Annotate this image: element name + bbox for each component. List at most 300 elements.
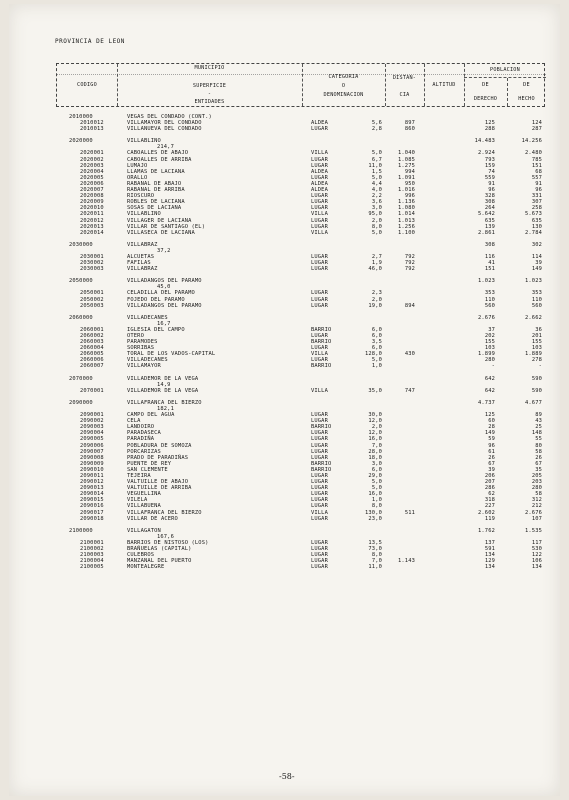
population-de-derecho: 308 [484,241,495,248]
entity-code: 2060006 [80,357,104,364]
col-derecho: DERECHO [473,96,498,102]
entity-category: VILLA [311,211,328,218]
entity-distance: 5,0 [371,229,382,236]
population-de-hecho: 4.677 [525,399,542,406]
entity-name: CELADILLA DEL PARAMO [127,290,195,297]
entity-distance: 5,0 [371,479,382,486]
entity-de-derecho: 635 [484,217,495,224]
entity-category: LUGAR [311,302,328,309]
entity-row [57,266,545,272]
entity-de-hecho: 278 [531,357,542,364]
entity-de-hecho: 36 [535,326,542,333]
entity-name: SOSAS DE LACIANA [127,205,182,212]
municipality-name: VILLAGATON [127,527,161,534]
entity-de-hecho: 25 [535,424,542,431]
entity-de-derecho: 59 [488,436,495,443]
entity-altitude: 950 [404,180,415,187]
entity-de-hecho: 353 [531,290,542,297]
entity-code: 2020008 [80,193,104,200]
entity-de-hecho: 58 [535,448,542,455]
entity-de-hecho: 58 [535,491,542,498]
entity-category: LUGAR [311,485,328,492]
entity-category: LUGAR [311,223,328,230]
entity-code: 2060002 [80,333,104,339]
municipality-name: VILLADECANES [127,314,168,321]
col-entidades: ENTIDADES [194,99,225,105]
entity-de-hecho: 80 [535,442,542,449]
entity-de-derecho: 288 [484,126,495,133]
entity-de-derecho: 61 [488,448,495,455]
municipality-code: 2100000 [69,527,93,534]
entity-code: 2020001 [80,150,104,157]
entity-distance: 8,0 [371,503,382,510]
entity-altitude: 1.091 [398,174,415,181]
entity-category: BARRIO [311,466,332,473]
entity-category: LUGAR [311,260,328,267]
entity-name: VILELA [127,497,148,504]
entity-de-hecho: 122 [531,552,542,559]
entity-de-hecho: 1.889 [525,351,542,358]
entity-distance: 16,0 [368,491,382,498]
entity-distance: 3,5 [371,339,382,346]
entity-category: VILLA [311,387,328,394]
entity-distance: 73,0 [368,546,382,552]
entity-code: 2050002 [80,296,104,303]
entity-de-derecho: 74 [488,168,495,175]
page-number: -58- [279,772,295,781]
col-poblacion: POBLACION [490,67,520,73]
entity-de-hecho: 134 [531,564,542,571]
entity-code: 2100003 [80,552,104,559]
entity-category: BARRIO [311,326,332,333]
col-denominacion: DENOMINACION [323,92,364,98]
entity-code: 2090009 [80,460,104,467]
entity-name: LLAMAS DE LACIANA [127,168,185,175]
entity-name: PUENTE DE REY [127,460,172,467]
entity-name: ROBLES DE LACIANA [127,199,185,206]
entity-name: RABANAL DE ARRIBA [127,187,185,194]
entity-de-derecho: 26 [488,454,495,461]
entity-name: VALTUILLE DE ABAJO [127,479,189,486]
entity-de-hecho: 557 [531,174,542,181]
entity-name: BARRIOS DE NISTOSO (LOS) [127,539,209,546]
entity-code: 2020014 [80,229,104,236]
entity-name: FOJEDO DEL PARAMO [127,296,185,303]
entity-category: LUGAR [311,333,328,339]
entity-de-derecho: 264 [484,205,495,212]
entity-distance: 18,0 [368,454,382,461]
entity-de-derecho: 308 [484,199,495,206]
entity-altitude: 1.080 [398,205,415,212]
entity-distance: 1,0 [371,497,382,504]
entity-category: LUGAR [311,412,328,419]
entity-category: LUGAR [311,217,328,224]
entity-name: PARADASECA [127,430,161,437]
population-de-derecho: 642 [484,375,495,382]
entity-category: ALDEA [311,120,328,127]
entity-name: POBLADURA DE SOMOZA [127,442,192,449]
population-de-derecho: 1.762 [478,527,495,534]
municipality-code: 2060000 [69,314,93,321]
entity-de-derecho: 286 [484,485,495,492]
entity-de-hecho: 43 [535,418,542,425]
entity-name: FAFILAS [127,260,151,267]
entity-de-hecho: 205 [531,472,542,479]
entity-de-derecho: 41 [488,260,495,267]
entity-distance: 6,0 [371,333,382,339]
entity-category: LUGAR [311,564,328,571]
entity-de-derecho: 37 [488,326,495,333]
entity-code: 2020012 [80,217,104,224]
entity-altitude: 1.040 [398,150,415,157]
entity-de-hecho: 55 [535,436,542,443]
entity-code: 2020007 [80,187,104,194]
entity-distance: 6,0 [371,345,382,352]
entity-de-derecho: 60 [488,418,495,425]
entity-code: 2090003 [80,424,104,431]
entity-name: PARADIÑA [127,436,155,443]
entity-name: VILLASECA DE LACIANA [127,229,195,236]
entity-distance: 4,4 [371,180,382,187]
col-hecho: HECHO [518,96,535,102]
entity-de-derecho: 642 [484,387,495,394]
entity-name: VILLAFRANCA DEL BIERZO [127,509,202,516]
entity-de-derecho: 206 [484,472,495,479]
entity-de-derecho: 134 [484,564,495,571]
entity-distance: 13,5 [368,539,382,546]
entity-de-hecho: 2.676 [525,509,542,516]
entity-name: VILLADEMOR DE LA VEGA [127,387,199,394]
entity-code: 2090017 [80,509,104,516]
entity-de-hecho: 110 [531,296,542,303]
municipality-area: 182,1 [157,405,174,412]
entity-category: LUGAR [311,199,328,206]
province-title: PROVINCIA DE LEON [55,38,125,45]
entity-distance: 12,0 [368,418,382,425]
entity-de-hecho: 280 [531,485,542,492]
entity-code: 2090008 [80,454,104,461]
entity-altitude: 1.016 [398,187,415,194]
municipality-name: VILLADEMOR DE LA VEGA [127,375,199,382]
entity-name: VILLAR DE ACERO [127,515,178,522]
entity-de-hecho: 635 [531,217,542,224]
population-de-derecho: 4.737 [478,399,495,406]
entity-de-hecho: 149 [531,266,542,273]
entity-category: LUGAR [311,515,328,522]
entity-category: VILLA [311,150,328,157]
entity-code: 2090001 [80,412,104,419]
entity-altitude: 747 [404,387,415,394]
entity-name: SORRIBAS [127,345,155,352]
col-codigo: CODIGO [77,82,97,88]
entity-code: 2010012 [80,120,104,127]
entity-de-hecho: 590 [531,387,542,394]
entity-code: 2060001 [80,326,104,333]
entity-de-hecho: 67 [535,460,542,467]
entity-distance: 5,0 [371,357,382,364]
entity-distance: 1,9 [371,260,382,267]
entity-de-derecho: 151 [484,266,495,273]
entity-name: CABOALLES DE ABAJO [127,150,189,157]
entity-code: 2100005 [80,564,104,571]
entity-de-hecho: 107 [531,515,542,522]
population-de-hecho: 590 [531,375,542,382]
entity-code: 2020005 [80,174,104,181]
municipality-name: VILLADANGOS DEL PARAMO [127,278,202,285]
entity-de-derecho: 353 [484,290,495,297]
entity-row [57,516,545,522]
entity-row [57,230,545,236]
entity-de-hecho: 155 [531,339,542,346]
municipality-area: 167,6 [157,533,174,540]
entity-name: LANDOIRO [127,424,155,431]
municipality-name: VILLABLINO [127,138,161,145]
entity-distance: 35,0 [368,387,382,394]
table-header [56,63,545,107]
entity-de-derecho: 134 [484,552,495,559]
entity-distance: 12,0 [368,430,382,437]
entity-de-hecho: 287 [531,126,542,133]
entity-de-hecho: 785 [531,156,542,163]
entity-category: BARRIO [311,424,332,431]
entity-category: LUGAR [311,430,328,437]
entity-de-hecho: 2.480 [525,150,542,157]
entity-code: 2020011 [80,211,104,218]
population-de-derecho: 14.483 [474,138,495,145]
entity-distance: 29,0 [368,472,382,479]
entity-de-hecho: 114 [531,253,542,260]
entity-name: RABANAL DE ABAJO [127,180,182,187]
entity-de-derecho: - [491,363,495,370]
entity-category: LUGAR [311,546,328,552]
population-de-hecho: 302 [531,241,542,248]
entity-category: LUGAR [311,126,328,133]
entity-row [57,303,545,309]
entity-de-derecho: 793 [484,156,495,163]
municipality-code: 2090000 [69,399,93,406]
entity-name: PRADO DE PARADIÑAS [127,454,189,461]
entity-de-derecho: 137 [484,539,495,546]
entity-category: LUGAR [311,205,328,212]
entity-de-derecho: 318 [484,497,495,504]
entity-distance: 30,0 [368,412,382,419]
col-cia: CIA [399,92,410,98]
entity-altitude: 792 [404,266,415,273]
entity-code: 2090004 [80,430,104,437]
entity-de-derecho: 559 [484,174,495,181]
entity-distance: 11,0 [368,564,382,571]
entity-category: LUGAR [311,266,328,273]
entity-de-derecho: 5.642 [478,211,495,218]
entity-altitude: 1.143 [398,558,415,565]
entity-de-hecho: 2.784 [525,229,542,236]
entity-distance: 23,0 [368,515,382,522]
document-page [9,4,560,796]
entity-altitude: 1.256 [398,223,415,230]
municipality-area: 14,9 [157,381,171,388]
entity-de-hecho: 96 [535,187,542,194]
entity-distance: 5,0 [371,174,382,181]
entity-de-derecho: 116 [484,253,495,260]
entity-de-hecho: 258 [531,205,542,212]
entity-distance: 5,0 [371,485,382,492]
entity-altitude: 1.014 [398,211,415,218]
entity-code: 2090007 [80,448,104,455]
entity-distance: 8,0 [371,223,382,230]
entity-de-derecho: 149 [484,430,495,437]
entity-altitude: 996 [404,193,415,200]
municipality-area: 214,7 [157,144,174,151]
municipality-area: 16,7 [157,320,171,327]
entity-distance: 3,6 [371,199,382,206]
entity-category: VILLA [311,509,328,516]
entity-de-derecho: 110 [484,296,495,303]
entity-category: LUGAR [311,479,328,486]
entity-de-derecho: 280 [484,357,495,364]
entity-distance: 130,0 [365,509,382,516]
entity-de-derecho: 103 [484,345,495,352]
entity-category: LUGAR [311,345,328,352]
entity-category: LUGAR [311,539,328,546]
entity-name: ORALLO [127,174,148,181]
entity-de-derecho: 28 [488,424,495,431]
entity-code: 2020003 [80,162,104,169]
entity-de-derecho: 202 [484,333,495,339]
entity-code: 2060004 [80,345,104,352]
col-distan: DISTAN- [392,75,417,81]
entity-category: LUGAR [311,472,328,479]
entity-code: 2090013 [80,485,104,492]
entity-code: 2090016 [80,503,104,510]
entity-category: BARRIO [311,339,332,346]
entity-code: 2020013 [80,223,104,230]
entity-distance: 16,0 [368,436,382,443]
entity-name: TORAL DE LOS VADOS-CAPITAL [127,351,216,358]
entity-code: 2030002 [80,260,104,267]
entity-de-derecho: 129 [484,558,495,565]
entity-code: 2090014 [80,491,104,498]
entity-distance: 95,0 [368,211,382,218]
entity-name: VEGUELLINA [127,491,161,498]
municipality-area: 37,2 [157,247,171,254]
entity-name: VILLADECANES [127,357,168,364]
entity-name: SAN CLEMENTE [127,466,168,473]
entity-de-derecho: 591 [484,546,495,552]
entity-category: ALDEA [311,187,328,194]
entity-code: 2090002 [80,418,104,425]
entity-de-hecho: 91 [535,180,542,187]
entity-code: 2050001 [80,290,104,297]
entity-distance: 19,0 [368,302,382,309]
municipality-code: 2030000 [69,241,93,248]
entity-name: OTERO [127,333,144,339]
entity-de-derecho: 119 [484,515,495,522]
entity-distance: 6,0 [371,466,382,473]
population-de-hecho: 2.662 [525,314,542,321]
entity-altitude: 792 [404,253,415,260]
entity-code: 2060003 [80,339,104,346]
municipality-code: 2020000 [69,138,93,145]
entity-de-hecho: 331 [531,193,542,200]
entity-name: CABOALLES DE ARRIBA [127,156,192,163]
entity-category: ALDEA [311,168,328,175]
population-de-derecho: 1.023 [478,278,495,285]
entity-distance: 3,0 [371,205,382,212]
entity-de-derecho: 62 [488,491,495,498]
entity-de-hecho: 560 [531,302,542,309]
entity-name: CULEBROS [127,552,155,559]
population-de-hecho: 1.535 [525,527,542,534]
entity-distance: 1,0 [371,363,382,370]
col-superficie: SUPERFICIE [192,83,227,89]
entity-category: LUGAR [311,174,328,181]
entity-de-derecho: 2.602 [478,509,495,516]
entity-category: LUGAR [311,448,328,455]
entity-distance: 46,0 [368,266,382,273]
entity-de-hecho: 103 [531,345,542,352]
entity-category: LUGAR [311,253,328,260]
entity-category: LUGAR [311,296,328,303]
entity-distance: 6,7 [371,156,382,163]
entity-de-hecho: 212 [531,503,542,510]
entity-category: VILLA [311,351,328,358]
entity-name: VILLAR DE SANTIAGO (EL) [127,223,206,230]
entity-distance: 2,2 [371,193,382,200]
entity-de-hecho: 201 [531,333,542,339]
table-body [57,114,545,570]
entity-category: LUGAR [311,436,328,443]
entity-de-hecho: 39 [535,260,542,267]
entity-de-hecho: 117 [531,539,542,546]
entity-name: VILLAMAYOR DEL CONDADO [127,120,202,127]
entity-row [57,363,545,369]
entity-de-derecho: 328 [484,193,495,200]
entity-name: VILLABRAZ [127,266,158,273]
entity-name: LUMAJO [127,162,148,169]
col-o: O [341,83,346,89]
entity-de-derecho: 125 [484,120,495,127]
entity-name: CAMPO DEL AGUA [127,412,175,419]
entity-altitude: 894 [404,302,415,309]
entity-distance: 128,0 [365,351,382,358]
entity-code: 2070001 [80,387,104,394]
entity-code: 2100002 [80,546,104,552]
population-de-hecho: 1.023 [525,278,542,285]
municipality-name: VILLAFRANCA DEL BIERZO [127,399,202,406]
entity-de-hecho: 5.673 [525,211,542,218]
entity-name: VILLANUEVA DEL CONDADO [127,126,202,133]
entity-code: 2030003 [80,266,104,273]
entity-de-derecho: 91 [488,180,495,187]
entity-de-derecho: 560 [484,302,495,309]
entity-de-derecho: 2.861 [478,229,495,236]
entity-de-derecho: 1.899 [478,351,495,358]
entity-de-derecho: 125 [484,412,495,419]
col-municipio: MUNICIPIO [194,65,225,71]
entity-category: LUGAR [311,357,328,364]
population-de-derecho: 2.676 [478,314,495,321]
entity-name: CELA [127,418,141,425]
municipality-code: 2070000 [69,375,93,382]
entity-category: LUGAR [311,497,328,504]
entity-distance: 7,0 [371,558,382,565]
entity-distance: 5,6 [371,120,382,127]
entity-distance: 11,0 [368,162,382,169]
entity-altitude: 994 [404,168,415,175]
entity-code: 2010013 [80,126,104,133]
entity-altitude: 430 [404,351,415,358]
entity-de-derecho: 227 [484,503,495,510]
